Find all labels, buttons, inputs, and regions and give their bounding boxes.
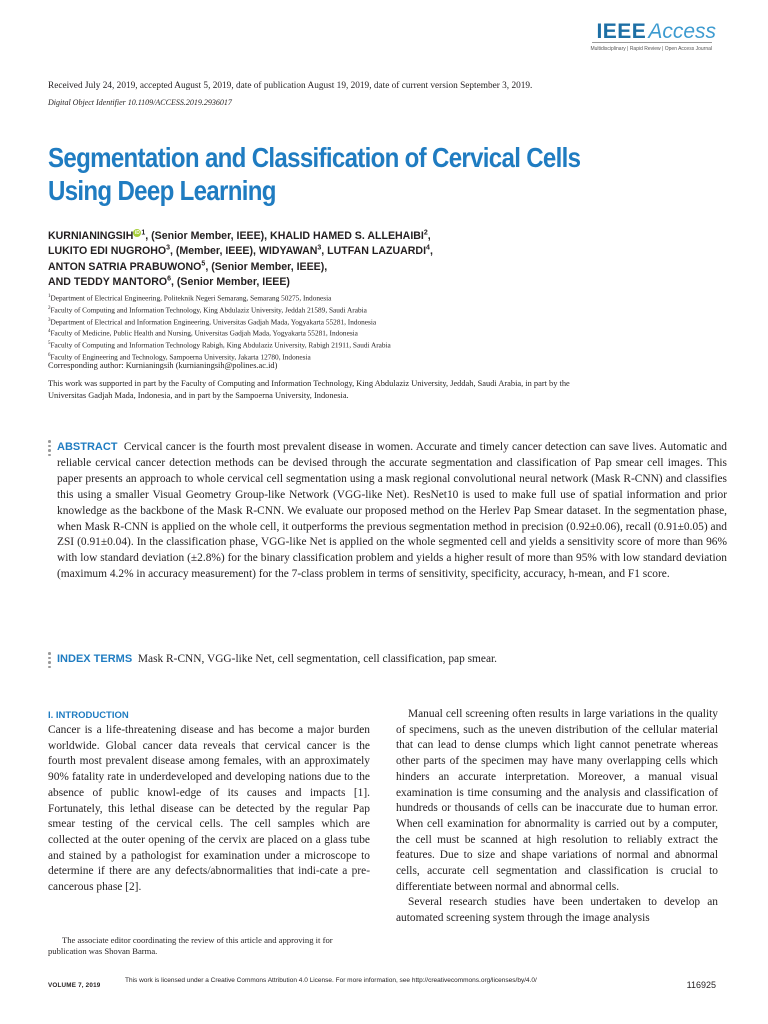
author-affil-sup: 6: [167, 275, 171, 283]
author-name: KURNIANINGSIH: [48, 230, 134, 242]
section-heading: I. INTRODUCTION: [48, 710, 129, 721]
affiliations: [48, 292, 648, 363]
author-affil-sup: 1: [141, 229, 146, 237]
paper-title: Segmentation and Classification of Cervical Cells Using Deep Learning: [48, 142, 581, 206]
affiliation-line: [48, 304, 648, 316]
affiliation-text: Faculty of Computing and Information Technology Rabigh, King Abdulaziz University, Rabigh 21911, Saudi Arabia: [50, 340, 391, 350]
affiliation-num: 3: [48, 317, 51, 323]
intro-text-col1: Cancer is a life-threatening disease and has become a major burden worldwide. Global cancer data reveals that cervical cancer is the fourth most prevalent disease among females, with an approximately 90% fatality rate in underdeveloped and developing nations due to the absence of public knowl-edge of its causes and impacts [1]. Fortunately, this lethal disease can be detected by the regular Pap smear testing of the cervical cells. The cell samples which are collected at the outer opening of the cervix are placed on a glass tube and stained by a pathologist for examination under a microscope to determine if there are any defects/abnormalities that indi-cate a pre-cancerous phase [2].: [48, 724, 370, 894]
affiliation-num: 2: [48, 305, 51, 311]
author-affil-sup: 3: [317, 244, 322, 252]
footer-volume: VOLUME 7, 2019: [48, 982, 101, 989]
doi: Digital Object Identifier 10.1109/ACCESS.2019.2936017: [48, 98, 232, 107]
author-name: ANTON SATRIA PRABUWONO: [48, 260, 202, 273]
abstract-dots-icon: [48, 440, 51, 458]
abstract: [57, 440, 727, 583]
author-affil-sup: 2: [423, 229, 428, 237]
logo-ieee: IEEE: [596, 20, 647, 43]
affiliation-text: Faculty of Engineering and Technology, Sampoerna University, Jakarta 12780, Indonesia: [50, 352, 311, 362]
affiliation-num: 4: [48, 329, 51, 335]
index-terms: [57, 652, 727, 667]
received-dates: Received July 24, 2019, accepted August 5, 2019, date of publication August 19, 2019, date of current version September 3, 2019.: [48, 81, 533, 91]
journal-logo: [596, 20, 716, 44]
paragraph: Manual cell screening often results in large variations in the quality of specimens, such as the uneven distribution of the cellular material that can lead to dense clumps which light cannot penetrate whereas other parts of the specimen may have many overlapping cells which hinders an accurate interpretation. Moreover, a manual visual examination is time consuming and the analysis and classification of hundreds or thousands of cells can be inaccurate due to human error. When cell examination for abnormality is carried out by a computer, the cell must be scanned at high resolution to reliably extract the features. Due to size and shape variations of normal and abnormal cells, accurate cell segmentation and classification is crucial to differentiate between normal and abnormal cells.: [396, 708, 718, 893]
affiliation-text: Faculty of Computing and Information Technology, King Abdulaziz University, Jeddah 21589, Saudi Arabia: [50, 305, 367, 315]
page-number: 116925: [686, 980, 716, 990]
author-list: [48, 229, 608, 290]
author-text: ,: [429, 245, 433, 258]
affiliation-text: Department of Electrical and Information Engineering, Universitas Gadjah Mada, Yogyakarta 55281, Indonesia: [50, 317, 377, 327]
editor-footnote: The associate editor coordinating the review of this article and approving it for publication was Shovan Barma.: [48, 935, 333, 957]
corresponding-author: Corresponding author: Kurnianingsih (kurnianingsih@polines.ac.id): [48, 361, 278, 370]
author-affil-sup: 5: [201, 260, 206, 268]
author-text: , (Member, IEEE), WIDYAWAN: [170, 245, 318, 258]
affiliation-text: Department of Electrical Engineering, Politeknik Negeri Semarang, Semarang 50275, Indonesia: [50, 293, 332, 303]
index-terms-text: Mask R-CNN, VGG-like Net, cell segmentation, cell classification, pap smear.: [137, 653, 498, 665]
affiliation-text: Faculty of Medicine, Public Health and Nursing, Universitas Gadjah Mada, Yogyakarta 55281, Indonesia: [50, 328, 358, 338]
index-terms-dots-icon: [48, 652, 51, 670]
affiliation-num: 6: [48, 353, 51, 359]
author-text: , (Senior Member, IEEE),: [205, 260, 328, 273]
affiliation-num: 1: [48, 294, 51, 299]
logo-access: Access: [648, 20, 716, 43]
affiliation-line: [48, 292, 648, 304]
author-text: , (Senior Member, IEEE), KHALID HAMED S. ALLEHAIBI: [145, 230, 424, 242]
author-text: , (Senior Member, IEEE): [171, 275, 290, 288]
author-text: , LUTFAN LAZUARDI: [321, 245, 427, 258]
footer-license[interactable]: This work is licensed under a Creative Commons Attribution 4.0 License. For more information, see http://creativecommons.org/licenses/by/4.0/: [125, 977, 537, 984]
journal-tagline: Multidisciplinary | Rapid Review | Open Access Journal: [590, 46, 712, 52]
funding-statement: This work was supported in part by the Faculty of Computing and Information Technology, King Abdulaziz University, Jeddah, Saudi Arabia, in part by the Universitas Gadjah Mada, Indonesia, and in part by the Sampoerna University, Indonesia.: [48, 379, 570, 400]
orcid-icon[interactable]: iD: [134, 230, 140, 237]
intro-text-col2: [396, 707, 718, 927]
author-name: AND TEDDY MANTORO: [48, 275, 168, 288]
index-terms-label: INDEX TERMS: [57, 653, 133, 665]
author-affil-sup: 3: [166, 244, 171, 252]
affiliation-line: [48, 316, 648, 328]
paragraph: Several research studies have been undertaken to develop an automated screening system through the image analysis: [396, 896, 718, 925]
affiliation-line: [48, 339, 648, 351]
author-affil-sup: 4: [426, 244, 430, 252]
author-name: LUKITO EDI NUGROHO: [48, 245, 167, 258]
abstract-text: Cervical cancer is the fourth most prevalent disease in women. Accurate and timely cancer detection can save lives. Automatic and reliable cervical cancer detection methods can be devised through the accurate segmentation and classification of Pap smear cell images. This paper presents an approach to whole cervical cell segmentation using a mask regional convolutional neural network (Mask R-CNN) and classifies this using a smaller Visual Geometry Group-like Network (VGG-like Net). ResNet10 is used to make full use of spatial information and prior knowledge as the backbone of the Mask R-CNN. We evaluate our proposed method on the Herlev Pap Smear dataset. In the segmentation phase, when Mask R-CNN is applied on the whole cell, it outperforms the previous segmentation method in precision (0.92±0.06), recall (0.91±0.05) and ZSI (0.91±0.04). In the classification phase, VGG-like Net is applied on the whole segmented cell and yields a sensitivity score of more than 96% with low standard deviation (±2.8%) for the binary classification problem and yields a higher result of more than 95% with low standard deviation (maximum 4.2% in accuracy measurement) for the 7-class problem in terms of sensitivity, specificity, accuracy, h-mean, and F1 score.: [57, 441, 727, 581]
author-text: ,: [427, 230, 431, 242]
affiliation-num: 5: [48, 341, 51, 347]
abstract-label: ABSTRACT: [57, 441, 118, 453]
affiliation-line: [48, 327, 648, 339]
masthead-rule: [592, 42, 712, 43]
